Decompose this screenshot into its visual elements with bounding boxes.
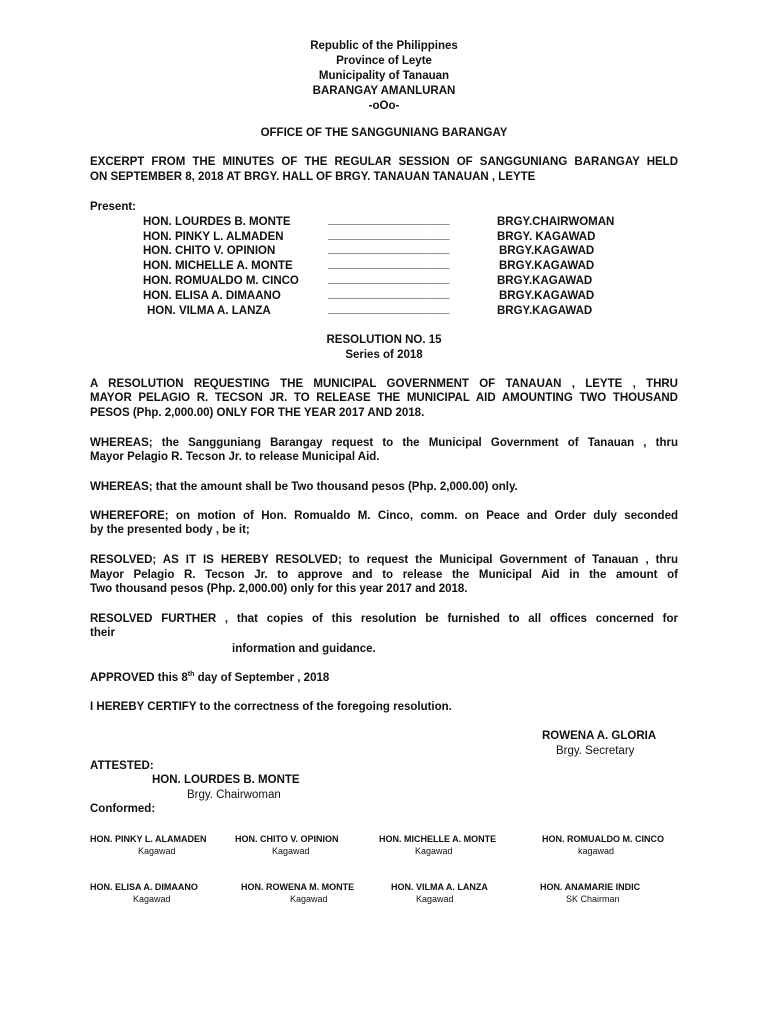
secretary-name: ROWENA A. GLORIA [542, 730, 657, 742]
approved-prefix: APPROVED this 8 [90, 671, 188, 684]
resolution-title-line-2: MAYOR PELAGIO R. TECSON JR. TO RELEASE THE MUNICIPAL AID AMOUNTING TWO THOUSAND [90, 392, 678, 404]
conformed-title: Kagawad [290, 894, 328, 904]
conformed-name: HON. VILMA A. LANZA [391, 882, 488, 892]
conformed-name: HON. ELISA A. DIMAANO [90, 882, 198, 892]
resolved-further-line-2: their [90, 627, 115, 639]
whereas-2: WHEREAS; that the amount shall be Two thousand pesos (Php. 2,000.00) only. [90, 481, 518, 493]
attested-title: Brgy. Chairwoman [187, 789, 281, 801]
resolved-line-1: RESOLVED; AS IT IS HEREBY RESOLVED; to request the Municipal Government of Tanauan , thru [90, 554, 678, 566]
conformed-title: SK Chairman [566, 894, 620, 904]
resolved-line-2: Mayor Pelagio R. Tecson Jr. to approve and to release the Municipal Aid in the amount of [90, 569, 678, 581]
present-position: BRGY.KAGAWAD [499, 290, 595, 302]
excerpt-line-2: ON SEPTEMBER 8, 2018 AT BRGY. HALL OF BRGY. TANAUAN TANAUAN , LEYTE [90, 171, 536, 183]
present-label: Present: [90, 201, 137, 213]
present-position: BRGY. KAGAWAD [497, 231, 596, 243]
signature-line: ___________________ [328, 214, 450, 226]
excerpt-line-1: EXCERPT FROM THE MINUTES OF THE REGULAR SESSION OF SANGGUNIANG BARANGAY HELD [90, 156, 678, 168]
resolution-number: RESOLUTION NO. 15 [326, 334, 442, 346]
present-name: HON. PINKY L. ALMADEN [143, 231, 284, 243]
wherefore-line-1: WHEREFORE; on motion of Hon. Romualdo M. Cinco, comm. on Peace and Order duly seconded [90, 510, 678, 522]
header-barangay: BARANGAY AMANLURAN [312, 85, 456, 97]
attested-name: HON. LOURDES B. MONTE [152, 774, 300, 786]
signature-line: ___________________ [328, 258, 450, 270]
whereas-1-line-1: WHEREAS; the Sangguniang Barangay request to the Municipal Government of Tanauan , thru [90, 437, 678, 449]
signature-line: ___________________ [328, 288, 450, 300]
present-name: HON. LOURDES B. MONTE [143, 216, 291, 228]
present-name: HON. ROMUALDO M. CINCO [143, 275, 299, 287]
conformed-name: HON. ANAMARIE INDIC [540, 882, 641, 892]
resolution-title-line-3: PESOS (Php. 2,000.00) ONLY FOR THE YEAR 2017 AND 2018. [90, 407, 425, 419]
header-municipality: Municipality of Tanauan [318, 70, 450, 82]
conformed-label: Conformed: [90, 803, 156, 815]
present-position: BRGY.KAGAWAD [497, 275, 593, 287]
approved-ordinal: th [187, 671, 195, 678]
signature-line: ___________________ [328, 229, 450, 241]
signature-line: ___________________ [328, 273, 450, 285]
conformed-name: HON. ROWENA M. MONTE [241, 882, 355, 892]
conformed-title: Kagawad [416, 894, 454, 904]
office-title: OFFICE OF THE SANGGUNIANG BARANGAY [260, 127, 508, 139]
conformed-name: HON. CHITO V. OPINION [235, 834, 339, 844]
header-province: Province of Leyte [336, 55, 432, 67]
conformed-name: HON. PINKY L. ALAMADEN [90, 834, 207, 844]
signature-line: ___________________ [328, 303, 450, 315]
resolved-further-line-3: information and guidance. [232, 643, 376, 655]
wherefore-line-2: by the presented body , be it; [90, 524, 250, 536]
attested-label: ATTESTED: [90, 760, 154, 772]
conformed-title: Kagawad [272, 846, 310, 856]
approved-date [90, 671, 329, 684]
conformed-title: Kagawad [415, 846, 453, 856]
resolved-further-line-1: RESOLVED FURTHER , that copies of this resolution be furnished to all offices concerned for [90, 613, 678, 625]
present-name: HON. CHITO V. OPINION [143, 245, 276, 257]
present-position: BRGY.KAGAWAD [499, 245, 595, 257]
conformed-name: HON. ROMUALDO M. CINCO [542, 834, 664, 844]
whereas-1-line-2: Mayor Pelagio R. Tecson Jr. to release Municipal Aid. [90, 451, 380, 463]
resolution-title-line-1: A RESOLUTION REQUESTING THE MUNICIPAL GOVERNMENT OF TANAUAN , LEYTE , THRU [90, 378, 678, 390]
present-name: HON. MICHELLE A. MONTE [143, 260, 293, 272]
present-name: HON. VILMA A. LANZA [147, 305, 271, 317]
approved-suffix: day of September , 2018 [194, 671, 330, 684]
resolved-line-3: Two thousand pesos (Php. 2,000.00) only for this year 2017 and 2018. [90, 583, 468, 595]
present-position: BRGY.KAGAWAD [497, 305, 593, 317]
present-position: BRGY.KAGAWAD [499, 260, 595, 272]
conformed-title: Kagawad [138, 846, 176, 856]
present-name: HON. ELISA A. DIMAANO [143, 290, 281, 302]
certification: I HEREBY CERTIFY to the correctness of the foregoing resolution. [90, 701, 452, 713]
conformed-title: kagawad [578, 846, 615, 856]
conformed-name: HON. MICHELLE A. MONTE [379, 834, 497, 844]
conformed-title: Kagawad [133, 894, 171, 904]
present-position: BRGY.CHAIRWOMAN [497, 216, 615, 228]
signature-line: ___________________ [328, 243, 450, 255]
header-republic: Republic of the Philippines [310, 40, 458, 52]
secretary-title: Brgy. Secretary [556, 745, 635, 757]
resolution-series: Series of 2018 [345, 349, 423, 361]
header-ornament: -oOo- [368, 100, 400, 112]
